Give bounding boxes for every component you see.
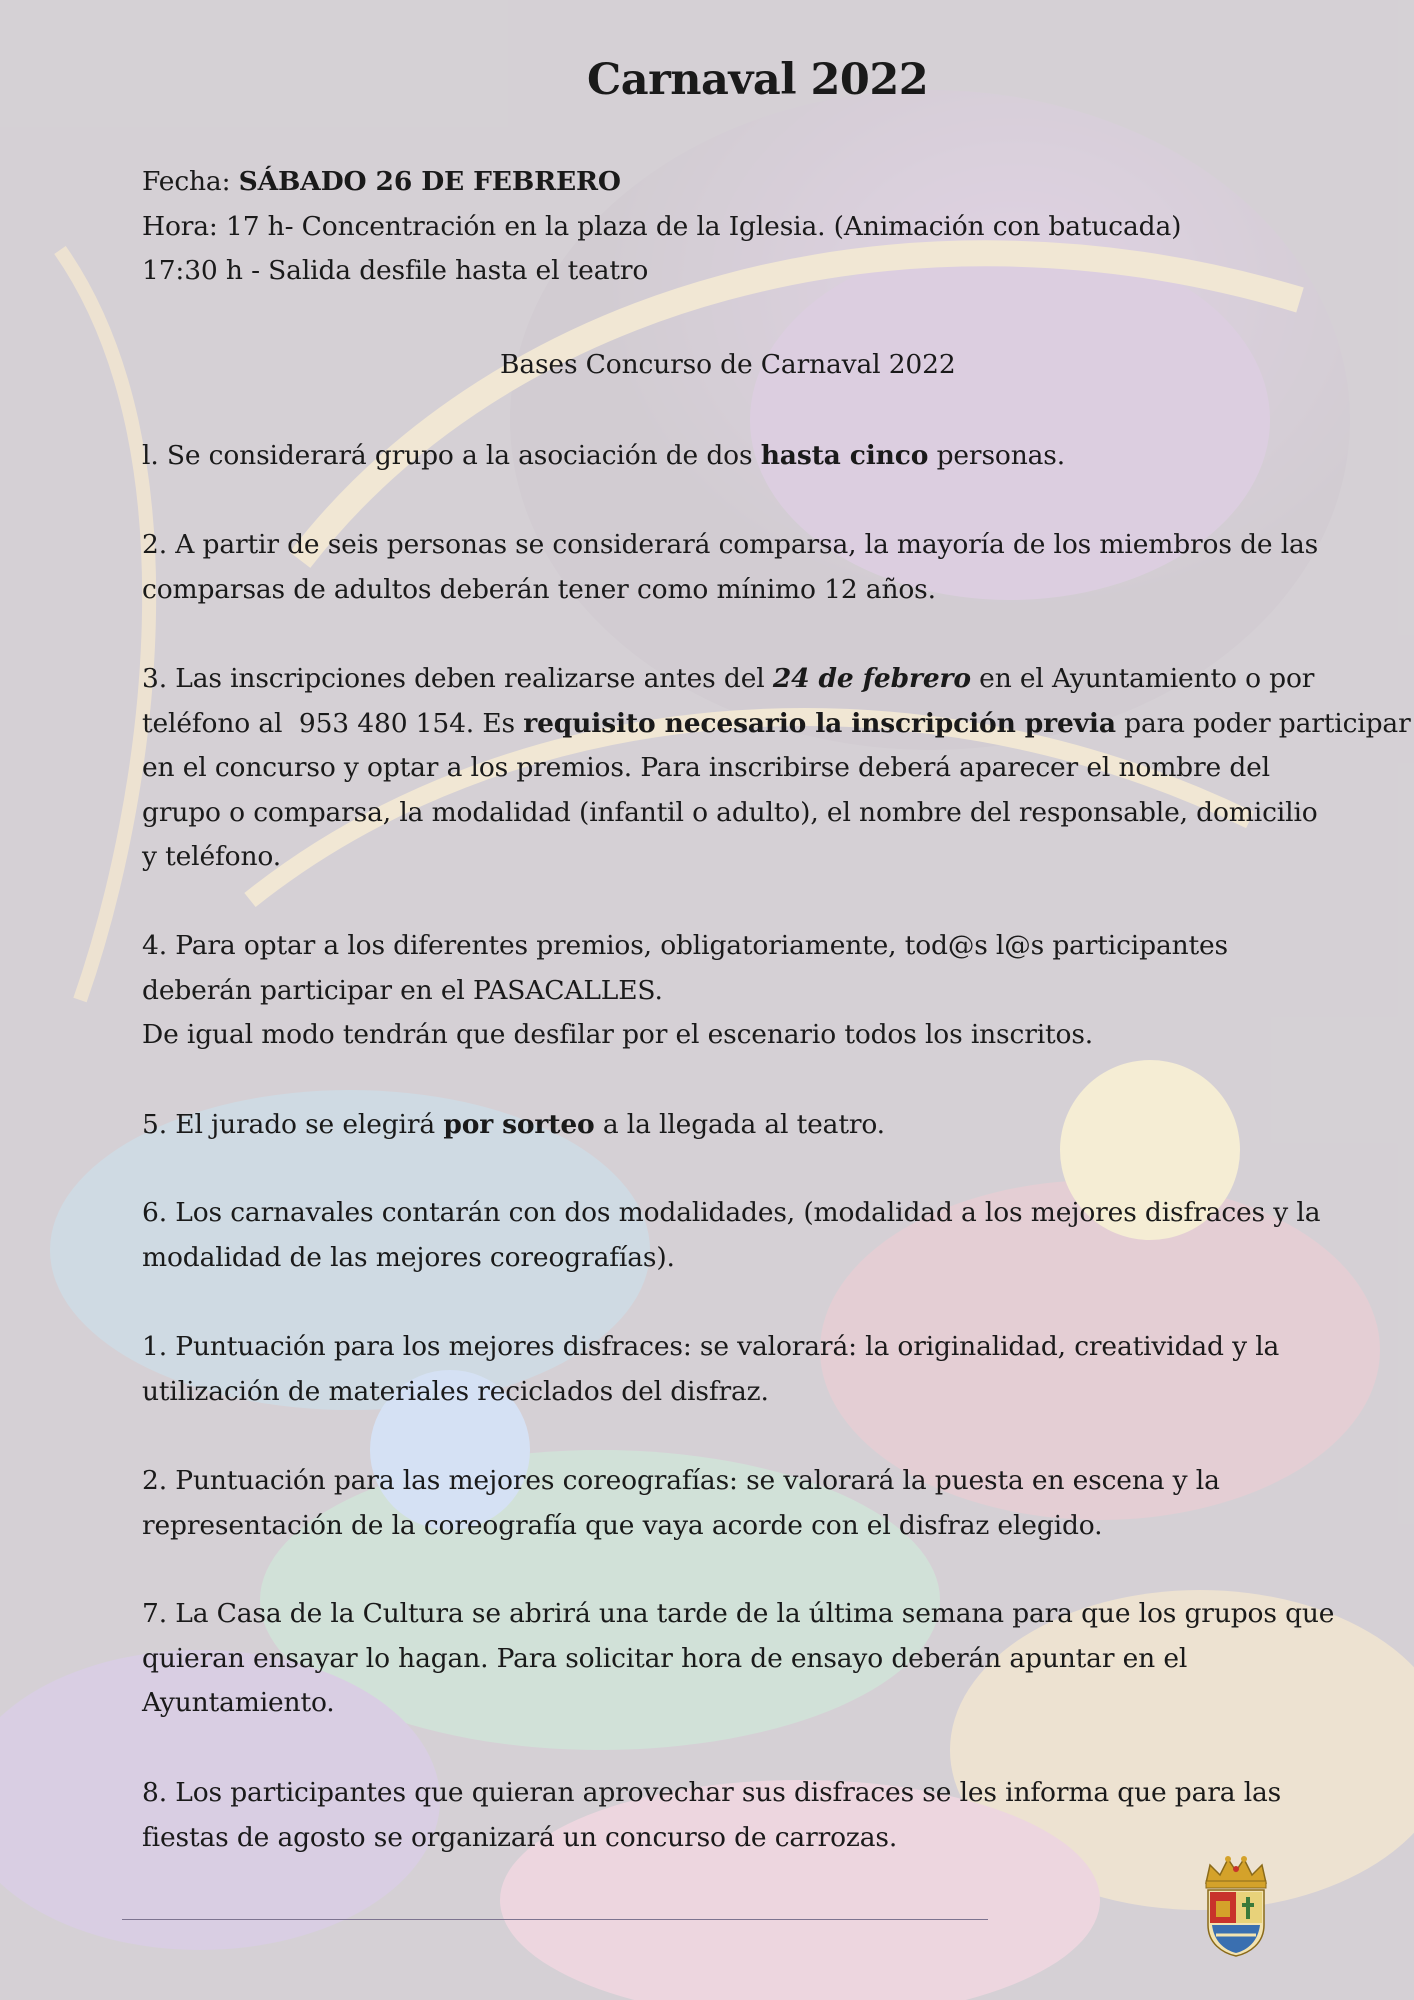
rule-5: 5. El jurado se elegirá por sorteo a la llegada al teatro. (142, 1109, 885, 1140)
rule-8: 8. Los participantes que quieran aprovechar sus disfraces se les informa que para las fiestas de agosto se organizará un concurso de carrozas. (142, 1777, 1282, 1853)
scoring-costumes: 1. Puntuación para los mejores disfraces: se valorará: la originalidad, creatividad y la utilización de materiales reciclados del disfraz. (142, 1331, 1280, 1407)
event-info (142, 160, 1342, 294)
municipal-crest-icon (1196, 1853, 1276, 1958)
footer-divider (122, 1919, 988, 1920)
event-departure: 17:30 h - Salida desfile hasta el teatro (142, 255, 649, 286)
scoring-choreography: 2. Puntuación para las mejores coreografías: se valorará la puesta en escena y la representación de la coreografía que vaya acorde con el disfraz elegido. (142, 1465, 1220, 1541)
rule-1: l. Se considerará grupo a la asociación de dos hasta cinco personas. (142, 440, 1065, 471)
rule-7: 7. La Casa de la Cultura se abrirá una tarde de la última semana para que los grupos que quieran ensayar lo hagan. Para solicitar hora de ensayo deberán apuntar en el Ayuntamiento. (142, 1598, 1335, 1718)
rule-3: 3. Las inscripciones deben realizarse antes del 24 de febrero en el Ayuntamiento o por teléfono al 953 480 154. Es requisito necesario la inscripción previa para poder participar en el concurso y optar a los premios. Para inscribirse deberá aparecer el nombre del grupo o comparsa, la modalidad (infantil o adulto), el nombre del responsable, domicilio y teléfono. (142, 663, 1411, 872)
rule-4: 4. Para optar a los diferentes premios, obligatoriamente, tod@s l@s participantes deberán participar en el PASACALLES. De igual modo tendrán que desfilar por el escenario todos los inscritos. (142, 930, 1228, 1050)
event-time: Hora: 17 h- Concentración en la plaza de la Iglesia. (Animación con batucada) (142, 210, 1182, 242)
rule-6: 6. Los carnavales contarán con dos modalidades, (modalidad a los mejores disfraces y la modalidad de las mejores coreografías). (142, 1197, 1321, 1273)
page-title: Carnaval 2022 (587, 55, 929, 105)
date-label: Fecha: (142, 166, 239, 197)
event-date (142, 160, 1342, 205)
deadline-date: 24 de febrero (772, 663, 971, 694)
date-value: SÁBADO 26 DE FEBRERO (238, 166, 621, 197)
section-subtitle: Bases Concurso de Carnaval 2022 (500, 349, 956, 380)
rule-2: 2. A partir de seis personas se considerará comparsa, la mayoría de los miembros de las comparsas de adultos deberán tener como mínimo 12 años. (142, 529, 1319, 605)
